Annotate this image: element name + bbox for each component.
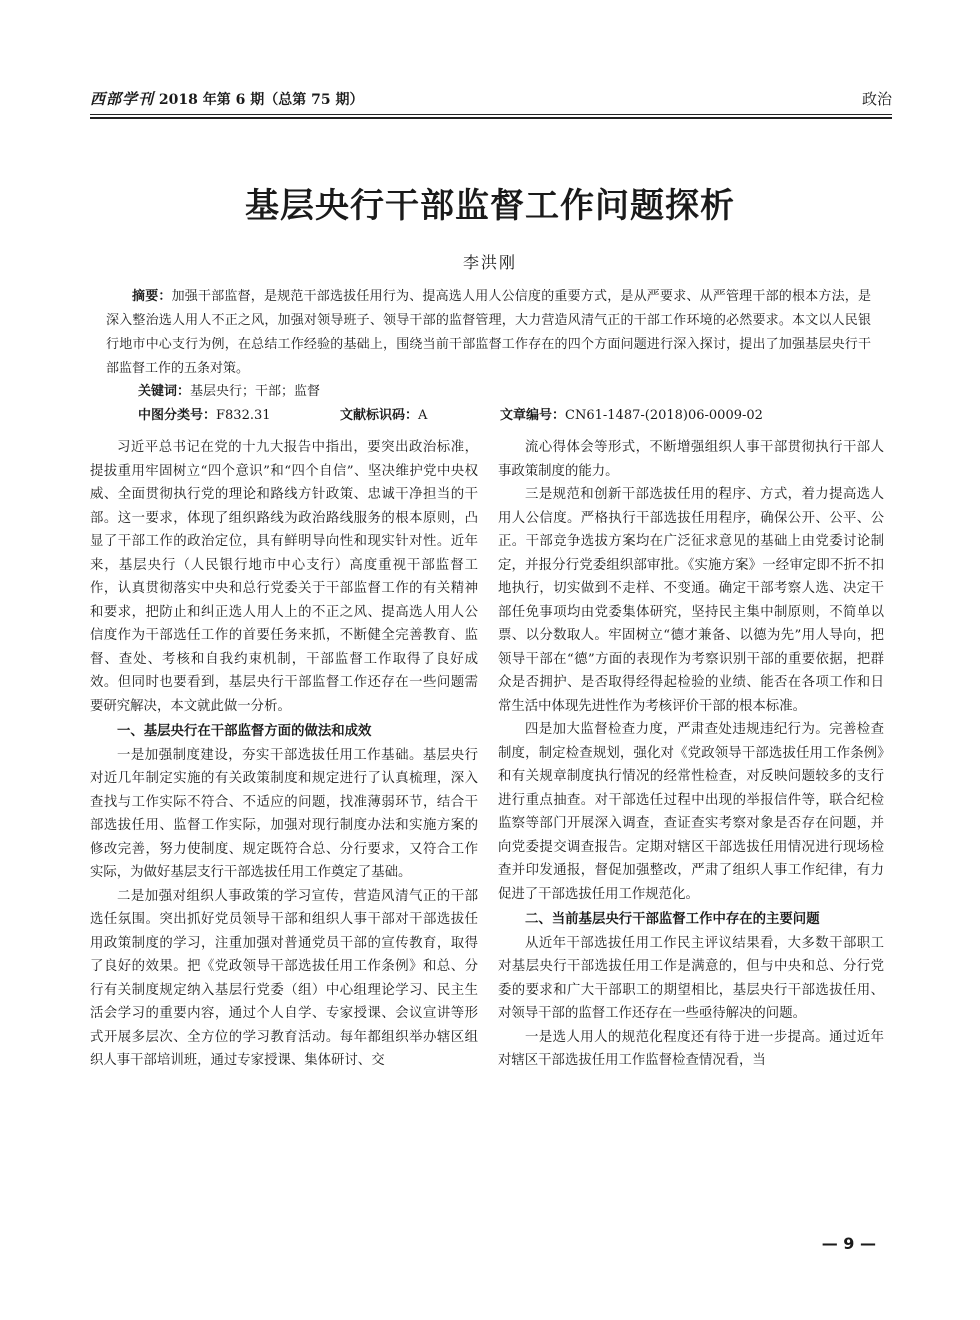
article-value: CN61-1487-(2018)06-0009-02 [565,408,763,423]
paragraph: 二是加强对组织人事政策的学习宣传，营造风清气正的干部选任氛围。突出抓好党员领导干部和组织人事干部对干部选拔任用政策制度的学习，注重加强对普通党员干部的宣传教育，取得了良好的效果。把《党政领导干部选拔任用工作条例》和总、分行有关制度规定纳入基层行党委（组）中心组理论学习、民主生活会学习的重要内容，通过个人自学、专家授课、会议宣讲等形式开展多层次、全方位的学习教育活动。每年都组织举办辖区组织人事干部培训班，通过专家授课、集体研讨、交 [90,888,478,1068]
page-number: — 9 — [821,1234,876,1253]
header-rule [90,114,892,115]
abstract-label: 摘要： [132,289,172,304]
article-number [500,404,763,423]
doc-value: A [418,408,428,423]
section-heading: 二、当前基层央行干部监督工作中存在的主要问题 [525,912,820,927]
doc-label: 文献标识码： [340,408,419,423]
clc-value: F832.31 [216,408,271,423]
journal-info [90,88,363,109]
article-label: 文章编号： [500,408,566,423]
paragraph: 三是规范和创新干部选拔任用的程序、方式，着力提高选人用人公信度。严格执行干部选拔任用程序，确保公开、公平、公正。干部竞争选拔方案均在广泛征求意见的基础上由党委讨论制定，并报分行党委组织部审批。《实施方案》一经审定即不折不扣地执行，切实做到不走样、不变通。确定干部考察人选、决定干部任免事项均由党委集体研究，坚持民主集中制原则，不简单以票、以分数取人。牢固树立“德才兼备、以德为先”用人导向，把领导干部在“德”方面的表现作为考察识别干部的重要依据，把群众是否拥护、是否取得经得起检验的业绩、能否在各项工作和日常生活中体现先进性作为考核评价干部的根本标准。 [498,487,884,714]
keywords-text: 基层央行；干部；监督 [190,384,321,399]
abstract [106,285,871,381]
keywords [138,380,320,399]
section-name: 政治 [861,90,892,108]
paragraph: 一是加强制度建设，夯实干部选拔任用工作基础。基层央行对近几年制定实施的有关政策制度和规定进行了认真梳理，深入查找与工作实际不符合、不适应的问题，找准薄弱环节，结合干部选拔任用、监督工作实际，加强对现行制度办法和实施方案的修改完善，努力使制度、规定既符合总、分行要求，又符合工作实际，为做好基层支行干部选拔任用工作奠定了基础。 [90,747,478,880]
paragraph: 从近年干部选拔任用工作民主评议结果看，大多数干部职工对基层央行干部选拔任用工作是满意的，但与中央和总、分行党委的要求和广大干部职工的期望相比，基层央行干部选拔任用、对领导干部的监督工作还存在一些亟待解决的问题。 [498,935,884,1021]
section-heading: 一、基层央行在干部监督方面的做法和成效 [117,724,372,739]
header-rule-thick [90,117,892,119]
clc-number [138,404,271,423]
right-column [498,436,884,1073]
paragraph: 一是选人用人的规范化程度还有待于进一步提高。通过近年对辖区干部选拔任用工作监督检查情况看，当 [498,1029,884,1068]
article-title: 基层央行干部监督工作问题探析 [245,186,735,226]
issue-info: 2018 年第 6 期（总第 75 期） [158,92,364,108]
clc-label: 中图分类号： [138,408,217,423]
paragraph: 流心得体会等形式，不断增强组织人事干部贯彻执行干部人事政策制度的能力。 [498,440,884,479]
keywords-label: 关键词： [138,384,191,399]
author-name: 李洪刚 [462,253,517,272]
paragraph: 习近平总书记在党的十九大报告中指出，要突出政治标准，提拔重用牢固树立“四个意识”和“四个自信”、坚决维护党中央权威、全面贯彻执行党的理论和路线方针政策、忠诚干净担当的干部。这一要求，体现了组织路线为政治路线服务的根本原则，凸显了干部工作的政治定位，具有鲜明导向性和现实针对性。近年来，基层央行（人民银行地市中心支行）高度重视干部监督工作，认真贯彻落实中央和总行党委关于干部监督工作的有关精神和要求，把防止和纠正选人用人上的不正之风、提高选人用人公信度作为干部选任工作的首要任务来抓，不断健全完善教育、监督、查处、考核和自我约束机制，干部监督工作取得了良好成效。但同时也要看到，基层央行干部监督工作还存在一些问题需要研究解决，本文就此做一分析。 [90,440,478,714]
running-header [90,88,892,114]
left-column [90,436,478,1073]
paragraph: 四是加大监督检查力度，严肃查处违规违纪行为。完善检查制度，制定检查规划，强化对《党政领导干部选拔任用工作条例》和有关规章制度执行情况的经常性检查，对反映问题较多的支行进行重点抽查。对干部选任过程中出现的举报信件等，联合纪检监察等部门开展深入调查，查证查实考察对象是否存在问题，并向党委提交调查报告。定期对辖区干部选拔任用情况进行现场检查并印发通报，督促加强整改，严肃了组织人事工作纪律，有力促进了干部选拔任用工作规范化。 [498,722,884,902]
document-code [340,404,427,423]
journal-name: 西部学刊 [90,90,155,108]
abstract-text: 加强干部监督，是规范干部选拔任用行为、提高选人用人公信度的重要方式，是从严要求、从严管理干部的根本方法，是深入整治选人用人不正之风，加强对领导班子、领导干部的监督管理，大力营造风清气正的干部工作环境的必然要求。本文以人民银行地市中心支行为例，在总结工作经验的基础上，围绕当前干部监督工作存在的四个方面问题进行深入探讨，提出了加强基层央行干部监督工作的五条对策。 [106,289,871,376]
